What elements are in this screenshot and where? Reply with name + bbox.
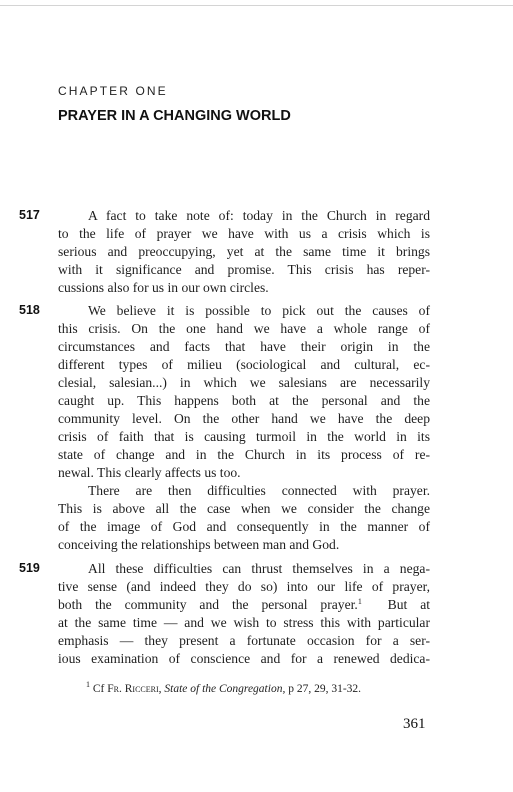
- footnote-marker: 1: [86, 680, 90, 689]
- text-line: state of change and in the Church in its process of re-: [58, 447, 430, 462]
- footnote-author: Fr. Ricceri,: [107, 683, 162, 695]
- chapter-title: PRAYER IN A CHANGING WORLD: [58, 108, 291, 124]
- text-line: ious examination of conscience and for a renewed dedica-: [58, 651, 430, 666]
- top-rule: [0, 5, 513, 6]
- text-line: There are then difficulties connected with prayer.: [88, 483, 430, 498]
- paragraph-number: 519: [19, 561, 40, 575]
- text-line: community level. On the other hand we have the deep: [58, 411, 430, 426]
- text-line: [58, 596, 430, 614]
- text-line: circumstances and facts that have their origin in the: [58, 339, 430, 354]
- footnote-work: State of the Congregation,: [164, 683, 286, 695]
- text-line: tive sense (and indeed they do so) into our life of prayer,: [58, 579, 430, 594]
- text-line: with it significance and promise. This crisis has reper-: [58, 262, 430, 277]
- text-line: at the same time — and we wish to stress this with particular: [58, 615, 430, 630]
- text-line: newal. This clearly affects us too.: [58, 465, 241, 480]
- text-line: different types of milieu (sociological and cultural, ec-: [58, 357, 430, 372]
- text-line: conceiving the relationships between man and God.: [58, 537, 340, 552]
- footnote-cf: Cf: [92, 683, 105, 695]
- text-line: cussions also for us in our own circles.: [58, 280, 269, 295]
- page-number: 361: [403, 716, 426, 732]
- text-line: emphasis — they present a fortunate occasion for a ser-: [58, 633, 430, 648]
- text-line: this crisis. On the one hand we have a whole range of: [58, 321, 430, 336]
- footnote: [86, 680, 362, 695]
- line-text: both the community and the personal prayer.: [58, 597, 358, 612]
- line-text-tail: But at: [387, 597, 431, 612]
- footnote-marker: 1: [357, 597, 362, 606]
- text-line: This is above all the case when we consider the change: [58, 501, 430, 516]
- text-line: crisis of faith that is causing turmoil in the world in its: [58, 429, 430, 444]
- footnote-pages: p 27, 29, 31-32.: [288, 683, 362, 695]
- text-line: clesial, salesian...) in which we salesians are necessarily: [58, 375, 430, 390]
- text-line: to the life of prayer we have with us a crisis which is: [58, 226, 430, 241]
- text-line: A fact to take note of: today in the Church in regard: [88, 208, 430, 223]
- paragraph-number: 518: [19, 303, 40, 317]
- text-line: caught up. This happens both at the personal and the: [58, 393, 430, 408]
- text-line: serious and preoccupying, yet at the same time it brings: [58, 244, 430, 259]
- text-line: of the image of God and consequently in the manner of: [58, 519, 430, 534]
- paragraph-number: 517: [19, 208, 40, 222]
- chapter-label: CHAPTER ONE: [58, 84, 168, 98]
- text-line: We believe it is possible to pick out the causes of: [88, 303, 430, 318]
- text-line: All these difficulties can thrust themselves in a nega-: [88, 561, 430, 576]
